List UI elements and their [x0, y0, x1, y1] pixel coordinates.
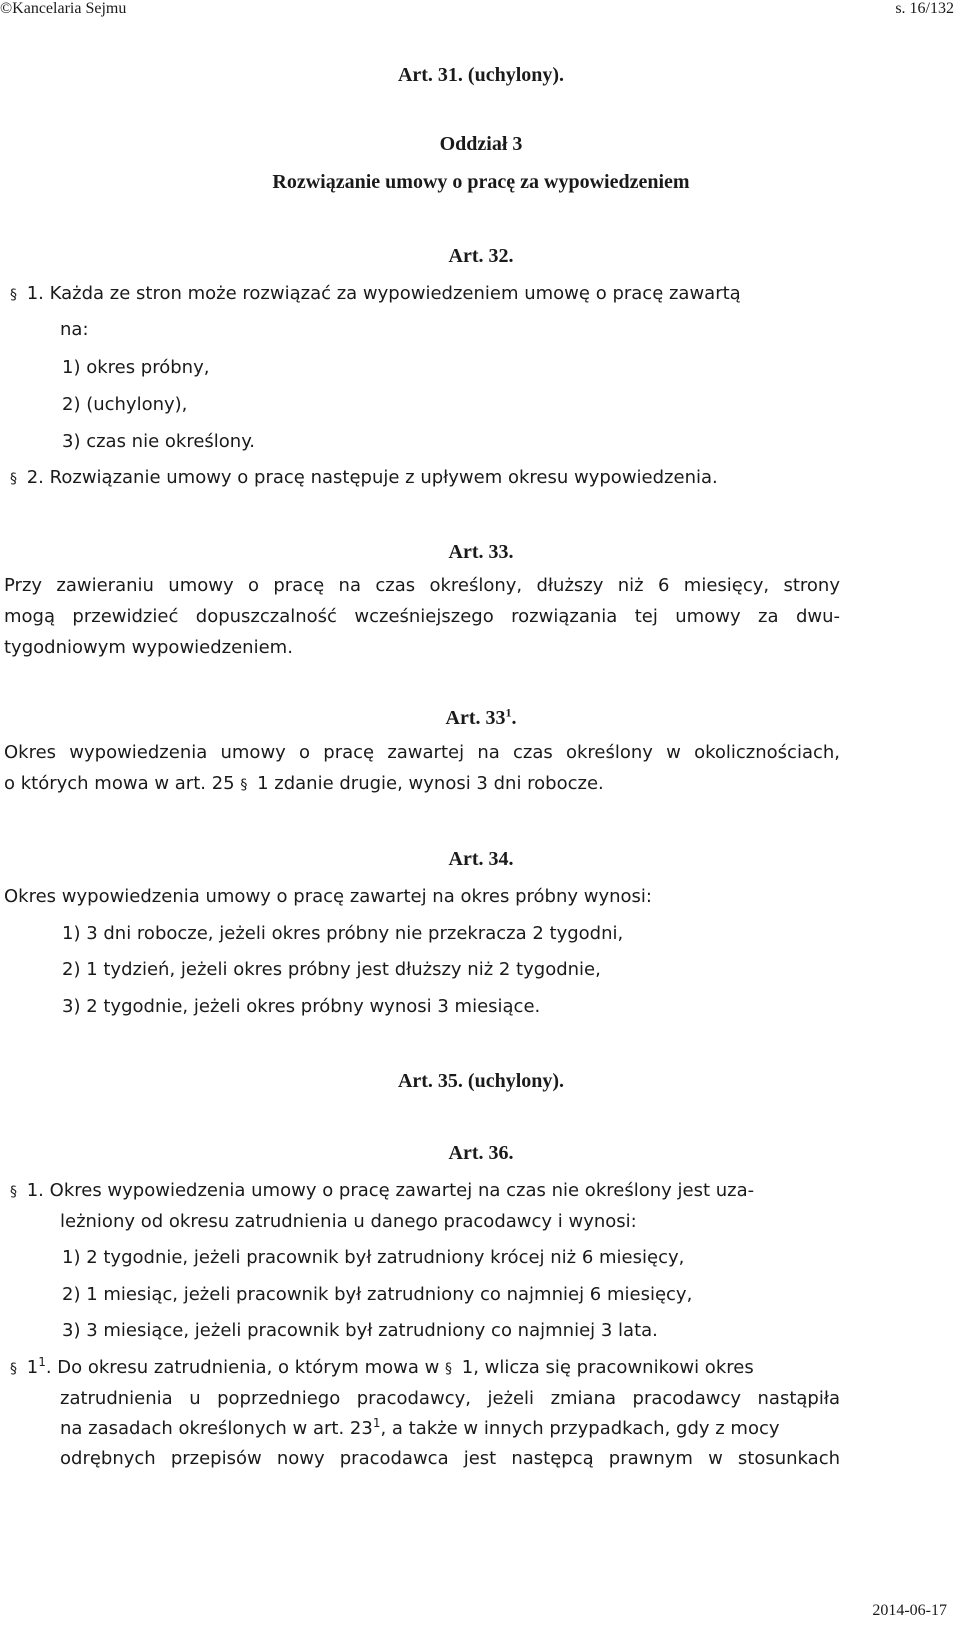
- art34-item-2: 2) 1 tydzień, jeżeli okres próbny jest dłuższy niż 2 tygodnie,: [62, 959, 601, 980]
- art34-intro: Okres wypowiedzenia umowy o pracę zawartej na okres próbny wynosi:: [4, 886, 652, 907]
- art32-p1: [10, 282, 840, 307]
- art32-p2-text: Rozwiązanie umowy o pracę następuje z upływem okresu wypowiedzenia.: [49, 467, 718, 488]
- division-number: Oddział 3: [439, 133, 523, 155]
- art35-text: Art. 35. (uchylony).: [397, 1070, 565, 1092]
- art36-item-2: 2) 1 miesiąc, jeżeli pracownik był zatrudniony co najmniej 6 miesięcy,: [62, 1284, 693, 1305]
- section-symbol: §: [240, 777, 248, 793]
- art33-1-heading-dot: .: [511, 707, 517, 729]
- art36-p11-sup: 1: [38, 1355, 46, 1369]
- page-header: [0, 0, 960, 20]
- publisher-label: ©Kancelaria Sejmu: [0, 0, 127, 17]
- art33-1-line-2b: 1 zdanie drugie, wynosi 3 dni robocze.: [257, 773, 604, 794]
- art36-p11-num: 1: [26, 1357, 39, 1378]
- art33-1-heading-text: Art. 33: [445, 707, 506, 729]
- art36-p11-line-3-sup: 1: [372, 1416, 381, 1430]
- art36-item-3: 3) 3 miesiące, jeżeli pracownik był zatrudniony co najmniej 3 lata.: [62, 1320, 658, 1341]
- art32-item-3: 3) czas nie określony.: [62, 431, 255, 452]
- art32-heading: Art. 32.: [448, 245, 514, 267]
- art33-1-line-2a: o których mowa w art. 25: [4, 773, 235, 794]
- art32-p1-cont: na:: [60, 319, 89, 340]
- art36-p11-line-3a: na zasadach określonych w art. 23: [60, 1418, 373, 1439]
- art33-line-3: tygodniowym wypowiedzeniem.: [4, 637, 293, 658]
- art32-p2-num: 2.: [26, 467, 44, 488]
- art32-item-2: 2) (uchylony),: [62, 394, 188, 415]
- art31-text: Art. 31. (uchylony).: [397, 64, 565, 86]
- section-symbol: §: [10, 287, 17, 303]
- art33-line-2: mogą przewidzieć dopuszczalność wcześniejszego rozwiązania tej umowy za dwu-: [4, 606, 840, 627]
- art33-1-line-1: Okres wypowiedzenia umowy o pracę zawartej na czas określony w okolicznościach,: [4, 742, 840, 763]
- art36-p11-line-3: [60, 1417, 840, 1441]
- art36-p11-line-3b: , a także w innych przypadkach, gdy z mocy: [380, 1418, 780, 1439]
- art33-1-heading-sup: 1: [505, 705, 512, 720]
- art36-heading: Art. 36.: [448, 1142, 514, 1164]
- art36-p1: [10, 1179, 754, 1204]
- art36-p11-line-1-text: . Do okresu zatrudnienia, o którym mowa w: [45, 1357, 440, 1378]
- division-title: Rozwiązanie umowy o pracę za wypowiedzeniem: [272, 171, 690, 193]
- art31-line: [0, 63, 960, 87]
- art32-p1-text: Każda ze stron może rozwiązać za wypowiedzeniem umowę o pracę zawartą: [49, 283, 741, 304]
- art36-p1-num: 1.: [26, 1180, 44, 1201]
- section-symbol: §: [10, 1184, 17, 1200]
- art33-line-1: Przy zawieraniu umowy o pracę na czas określony, dłuższy niż 6 miesięcy, strony: [4, 575, 840, 596]
- art32-item-1: 1) okres próbny,: [62, 357, 210, 378]
- art33-heading: Art. 33.: [448, 541, 514, 563]
- art36-p11-line-1: [10, 1356, 840, 1381]
- art32-p2: [10, 466, 718, 491]
- art36-p1-text: Okres wypowiedzenia umowy o pracę zawartej na czas nie określony jest uza-: [49, 1180, 755, 1201]
- art36-p11-line-1b: 1, wlicza się pracownikowi okres: [461, 1357, 754, 1378]
- art34-heading: Art. 34.: [448, 848, 514, 870]
- art36-item-1: 1) 2 tygodnie, jeżeli pracownik był zatrudniony krócej niż 6 miesięcy,: [62, 1247, 685, 1268]
- art36-p11-line-4: odrębnych przepisów nowy pracodawca jest następcą prawnym w stosunkach: [60, 1448, 840, 1469]
- art35-line: [0, 1069, 960, 1093]
- section-symbol: §: [445, 1361, 453, 1377]
- art36-p11-line-2: zatrudnienia u poprzedniego pracodawcy, jeżeli zmiana pracodawcy nastąpiła: [60, 1388, 840, 1409]
- footer-date: 2014-06-17: [872, 1602, 947, 1619]
- art33-1-line-2: [4, 772, 604, 797]
- art34-item-3: 3) 2 tygodnie, jeżeli okres próbny wynosi 3 miesiące.: [62, 996, 541, 1017]
- page-number: s. 16/132: [895, 0, 954, 17]
- art36-p1-cont: leżniony od okresu zatrudnienia u danego pracodawcy i wynosi:: [60, 1211, 637, 1232]
- section-symbol: §: [10, 1361, 17, 1377]
- art33-1-heading: [0, 706, 960, 730]
- art34-item-1: 1) 3 dni robocze, jeżeli okres próbny nie przekracza 2 tygodni,: [62, 923, 624, 944]
- section-symbol: §: [10, 471, 17, 487]
- art32-p1-num: 1.: [26, 283, 44, 304]
